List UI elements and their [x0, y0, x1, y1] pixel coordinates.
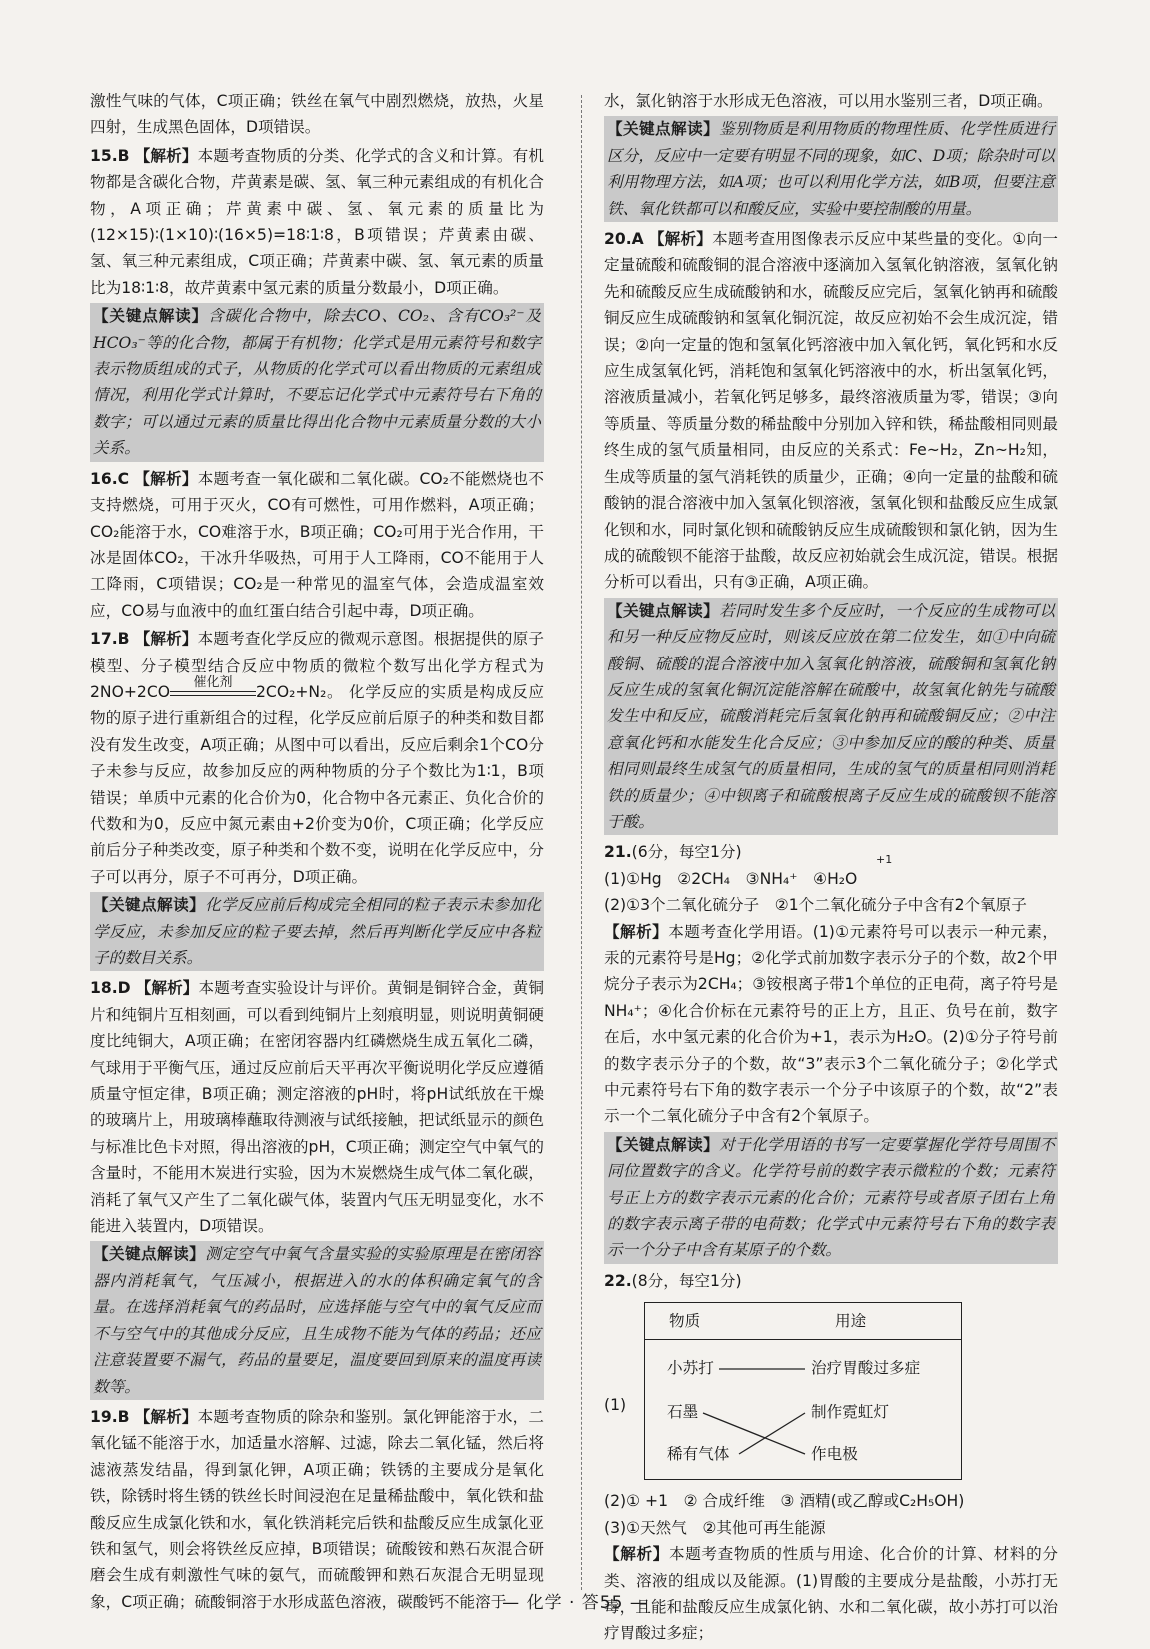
right-column [604, 88, 1058, 1649]
q15-number: 15.B [90, 146, 130, 165]
use-neon-lights: 制作霓虹灯 [811, 1403, 889, 1422]
q20-text: 本题考查用图像表示反应中某些量的变化。①向一定量硫酸和硫酸铜的混合溶液中逐滴加入氢氧化钠溶液，氢氧化钠先和硫酸反应生成硫酸钠和水，硫酸反应完后，氢氧化钠再和硫酸铜反应生成硫酸钠和氢氧化铜沉淀，故反应初始不会生成沉淀，错误；②向一定量的饱和氢氧化钙溶液中加入氧化钙，氧化钙和水反应生成氢氧化钙，消耗饱和氢氧化钙溶液中的水，析出氢氧化钙，溶液质量减小，若氧化钙足够多，最终溶液质量为零，错误；③向等质量、等质量分数的稀盐酸中分别加入锌和铁，稀盐酸相同则最终生成的氢气质量相同，由反应的关系式：Fe~H₂，Zn~H₂知，生成等质量的氢气消耗铁的质量少，正确；④向一定量的盐酸和硫酸钠的混合溶液中加入氢氧化钡溶液，氢氧化钡和盐酸反应生成氯化钡和水，同时氯化钡和硫酸钠反应生成硫酸钡和氯化钠，因为生成的硫酸钡不能溶于盐酸，故反应初始就会生成沉淀，错误。根据分析可以看出，只有③正确，A项正确。 [604, 230, 1058, 592]
q17-number: 17.B [90, 630, 130, 649]
diagram-label: (1) [604, 1396, 627, 1415]
q16-text: 本题考查一氧化碳和二氧化碳。CO₂不能燃烧也不支持燃烧，可用于灭火，CO有可燃性，可用作燃料，A项正确；CO₂能溶于水，CO难溶于水，B项正确；CO₂可用于光合作用，干冰是固体CO₂，干冰升华吸热，可用于人工降雨，CO不能用于人工降雨，C项错误；CO₂是一种常见的温室气体，会造成温室效应，CO易与血液中的血红蛋白结合引起中毒，D项正确。 [90, 469, 544, 620]
use-electrode: 作电极 [811, 1445, 858, 1464]
q15-tag: 【解析】 [134, 146, 198, 165]
q15-text: 本题考查物质的分类、化学式的含义和计算。有机物都是含碳化合物，芹黄素是碳、氢、氧三种元素组成的有机化合物，A项正确；芹黄素中碳、氢、氧元素的质量比为(12×15)∶(1×10)∶(16×5)=18∶1∶8，B项错误；芹黄素由碳、氢、氧三种元素组成，C项正确；芹黄素中碳、氢、氧元素的质量比为18∶1∶8，故芹黄素中氢元素的质量分数最小，D项正确。 [90, 146, 544, 297]
q18-key-point [90, 1241, 544, 1399]
q21-tag: 【解析】 [604, 922, 669, 941]
q16-number: 16.C [90, 469, 130, 488]
q22-number: 22. [604, 1271, 632, 1290]
q19-kp-tag: 【关键点解读】 [607, 120, 720, 139]
q17-answer [90, 626, 544, 890]
q20-kp-tag: 【关键点解读】 [607, 601, 720, 620]
q22-answer-2: (2)① +1 ② 合成纤维 ③ 酒精(或乙醇或C₂H₅OH) [604, 1492, 965, 1511]
q17-catalyst: 催化剂 [193, 675, 233, 691]
q18-kp-text: 测定空气中氧气含量实验的实验原理是在密闭容器内消耗氧气，气压减小，根据进入的水的体积确定氧气的含量。在选择消耗氧气的药品时，应选择能与空气中的氧气反应而不与空气中的其他成分反应，且生成物不能为气体的药品；还应注意装置要不漏气，药品的量要足，温度要回到原来的温度再读数等。 [93, 1245, 541, 1396]
header-substance: 物质 [669, 1312, 701, 1331]
matching-diagram [604, 1296, 1058, 1484]
q14-text: 激性气味的气体，C项正确；铁丝在氧气中剧烈燃烧，放热，火星四射，生成黑色固体，D项错误。 [90, 92, 544, 137]
matching-lines [645, 1303, 961, 1479]
q21-text: 本题考查化学用语。(1)①元素符号可以表示一种元素，汞的元素符号是Hg；②化学式前加数字表示分子的个数，故2个甲烷分子表示为2CH₄；③铵根离子带1个单位的正电荷，离子符号是NH₄⁺；④化合价标在元素符号的正上方，且正、负号在前，数字在后，水中氢元素的化合价为+1，表示为H₂O。(2)①分子符号前的数字表示分子的个数，故“3”表示3个二氧化硫分子；②化学式中元素符号右下角的数字表示一个分子中该原子的个数，故“2”表示一个二氧化硫分子中含有2个氧原子。 [604, 922, 1058, 1126]
q21-score: (6分，每空1分) [631, 843, 742, 862]
q15-key-point [90, 303, 544, 461]
q17-equation-right: 2CO₂+N₂。 [256, 682, 344, 701]
q21-answer [604, 839, 1058, 1129]
q19-key-point [604, 116, 1058, 222]
q19-continuation [604, 88, 1058, 114]
q19-kp-text: 鉴别物质是利用物质的物理性质、化学性质进行区分，反应中一定要有明显不同的现象，如C、D项；除杂时可以利用物理方法，如A项；也可以利用化学方法，如B项，但要注意铁、氧化铁都可以和酸反应，实验中要控制酸的用量。 [607, 120, 1055, 218]
q21-answer-1: (1)①Hg ②2CH₄ ③NH₄⁺ ④H₂O [604, 869, 858, 888]
q21-answer-2: (2)①3个二氧化硫分子 ②1个二氧化硫分子中含有2个氧原子 [604, 896, 1027, 915]
q22-tag: 【解析】 [604, 1545, 669, 1564]
q19-cont-text: 水，氯化钠溶于水形成无色溶液，可以用水鉴别三者，D项正确。 [604, 92, 1053, 110]
left-column [90, 88, 544, 1617]
q20-key-point [604, 598, 1058, 836]
q22-score: (8分，每空1分) [631, 1271, 742, 1290]
line-graphite-electrode [703, 1413, 805, 1454]
page-footer: — 化学 · 答55 — [502, 1593, 648, 1613]
q14-continuation [90, 88, 544, 141]
q22-answer-3: (3)①天然气 ②其他可再生能源 [604, 1518, 826, 1537]
q18-answer [90, 975, 544, 1239]
q17-key-point [90, 892, 544, 971]
q20-tag: 【解析】 [648, 230, 713, 249]
substance-graphite: 石墨 [667, 1403, 699, 1422]
q20-answer [604, 226, 1058, 596]
q20-kp-text: 若同时发生多个反应时，一个反应的生成物可以和另一种反应物反应时，则该反应放在第二位发生，如①中向硫酸铜、硫酸的混合溶液中加入氢氧化钠溶液，硫酸铜和氢氧化钠反应生成的氢氧化铜沉淀能溶解在硫酸中，故氢氧化钠先与硫酸发生中和反应，硫酸消耗完后氢氧化钠再和硫酸铜反应；②中注意氧化钙和水能发生化合反应；③中参加反应的酸的种类、质量相同则最终生成氢气的质量相同，生成的氢气的质量相同则消耗铁的质量少；④中钡离子和硫酸根离子反应生成的硫酸钡不能溶于酸。 [607, 601, 1055, 831]
q19-answer [90, 1404, 544, 1615]
q15-kp-tag: 【关键点解读】 [93, 307, 209, 326]
q17-text1: 本题考查化学反应的微观示意图。根据提供的原子模型、分子模型结合反应中物质的微粒个数写出化学方程式为 [90, 630, 544, 675]
q21-kp-tag: 【关键点解读】 [607, 1135, 720, 1154]
q17-reaction-arrow [170, 675, 256, 705]
q17-kp-tag: 【关键点解读】 [93, 896, 206, 915]
q19-tag: 【解析】 [134, 1407, 198, 1426]
q18-kp-tag: 【关键点解读】 [93, 1245, 206, 1264]
q20-number: 20.A [604, 230, 644, 249]
q21-valence-mark: +1 [876, 852, 893, 866]
q19-number: 19.B [90, 1407, 130, 1426]
q17-kp-text: 化学反应前后构成完全相同的粒子表示未参加化学反应，未参加反应的粒子要去掉，然后再判断化学反应中各粒子的数目关系。 [93, 896, 541, 967]
q15-kp-text: 含碳化合物中，除去CO、CO₂、含有CO₃²⁻及HCO₃⁻等的化合物，都属于有机物；化学式是用元素符号和数字表示物质组成的式子，从物质的化学式可以看出物质的元素组成情况，利用化学式计算时，不要忘记化学式中元素符号右下角的数字；可以通过元素的质量比得出化合物中元素质量分数的大小关系。 [93, 307, 541, 458]
header-use: 用途 [835, 1312, 867, 1331]
q22-text: 本题考查物质的性质与用途、化合价的计算、材料的分类、溶液的组成以及能源。(1)胃酸的主要成分是盐酸，小苏打无毒，且能和盐酸反应生成氯化钠、水和二氧化碳，故小苏打可以治疗胃酸过多症； [604, 1545, 1058, 1643]
q15-answer [90, 143, 544, 301]
line-noble-gas-neon [739, 1413, 805, 1454]
substance-baking-soda: 小苏打 [667, 1359, 714, 1378]
column-divider [581, 95, 582, 1590]
q19-text: 本题考查物质的除杂和鉴别。氯化钾能溶于水，二氧化锰不能溶于水，加适量水溶解、过滤，除去二氧化锰，然后将滤液蒸发结晶，得到氯化钾，A项正确；铁锈的主要成分是氧化铁，除锈时将生锈的铁丝长时间浸泡在足量稀盐酸中，氧化铁和盐酸反应生成氯化铁和水，氧化铁消耗完后铁和盐酸反应生成氯化亚铁和氢气，则会将铁丝反应掉，B项错误；硫酸铵和熟石灰混合研磨会生成有刺激性气味的氨气，而硫酸钾和熟石灰混合无明显现象，C项正确；硫酸铜溶于水形成蓝色溶液，碳酸钙不能溶于 [90, 1407, 544, 1611]
q17-text2: 化学反应的实质是构成反应物的原子进行重新组合的过程，化学反应前后原子的种类和数目都没有发生改变，A项正确；从图中可以看出，反应后剩余1个CO分子未参与反应，故参加反应的两种物质的分子个数比为1∶1，B项错误；单质中元素的化合价为0，化合物中各元素正、负化合价的代数和为0，反应中氮元素由+2价变为0价，C项正确；化学反应前后分子种类改变，原子种类和个数不变，说明在化学反应中，分子可以再分，原子不可再分，D项正确。 [90, 682, 544, 886]
q16-tag: 【解析】 [134, 469, 198, 488]
q17-equation-left: 2NO+2CO [90, 682, 171, 701]
q18-tag: 【解析】 [135, 979, 199, 998]
use-treat-hyperacidity: 治疗胃酸过多症 [811, 1359, 921, 1378]
q21-kp-text: 对于化学用语的书写一定要掌握化学符号周围不同位置数字的含义。化学符号前的数字表示微粒的个数；元素符号正上方的数字表示元素的化合价；元素符号或者原子团右上角的数字表示离子带的电荷数；化学式中元素符号右下角的数字表示一个分子中含有某原子的个数。 [607, 1135, 1055, 1260]
substance-noble-gas: 稀有气体 [667, 1445, 730, 1464]
q21-number: 21. [604, 843, 632, 862]
diagram-box [644, 1302, 962, 1480]
q17-tag: 【解析】 [134, 630, 198, 649]
q18-text: 本题考查实验设计与评价。黄铜是铜锌合金，黄铜片和纯铜片互相刻画，可以看到纯铜片上刻痕明显，则说明黄铜硬度比纯铜大，A项正确；在密闭容器内红磷燃烧生成五氧化二磷，气球用于平衡气压，通过反应前后天平再次平衡说明化学反应遵循质量守恒定律，B项正确；测定溶液的pH时，将pH试纸放在干燥的玻璃片上，用玻璃棒蘸取待测液与试纸接触，把试纸显示的颜色与标准比色卡对照，得出溶液的pH，C项正确；测定空气中氧气的含量时，不能用木炭进行实验，因为木炭燃烧生成气体二氧化碳，消耗了氧气又产生了二氧化碳气体，装置内气压无明显变化，水不能进入装置内，D项错误。 [90, 979, 544, 1236]
q18-number: 18.D [90, 979, 131, 998]
q16-answer [90, 466, 544, 624]
q17-equals-sign [170, 691, 256, 696]
q21-key-point [604, 1132, 1058, 1264]
